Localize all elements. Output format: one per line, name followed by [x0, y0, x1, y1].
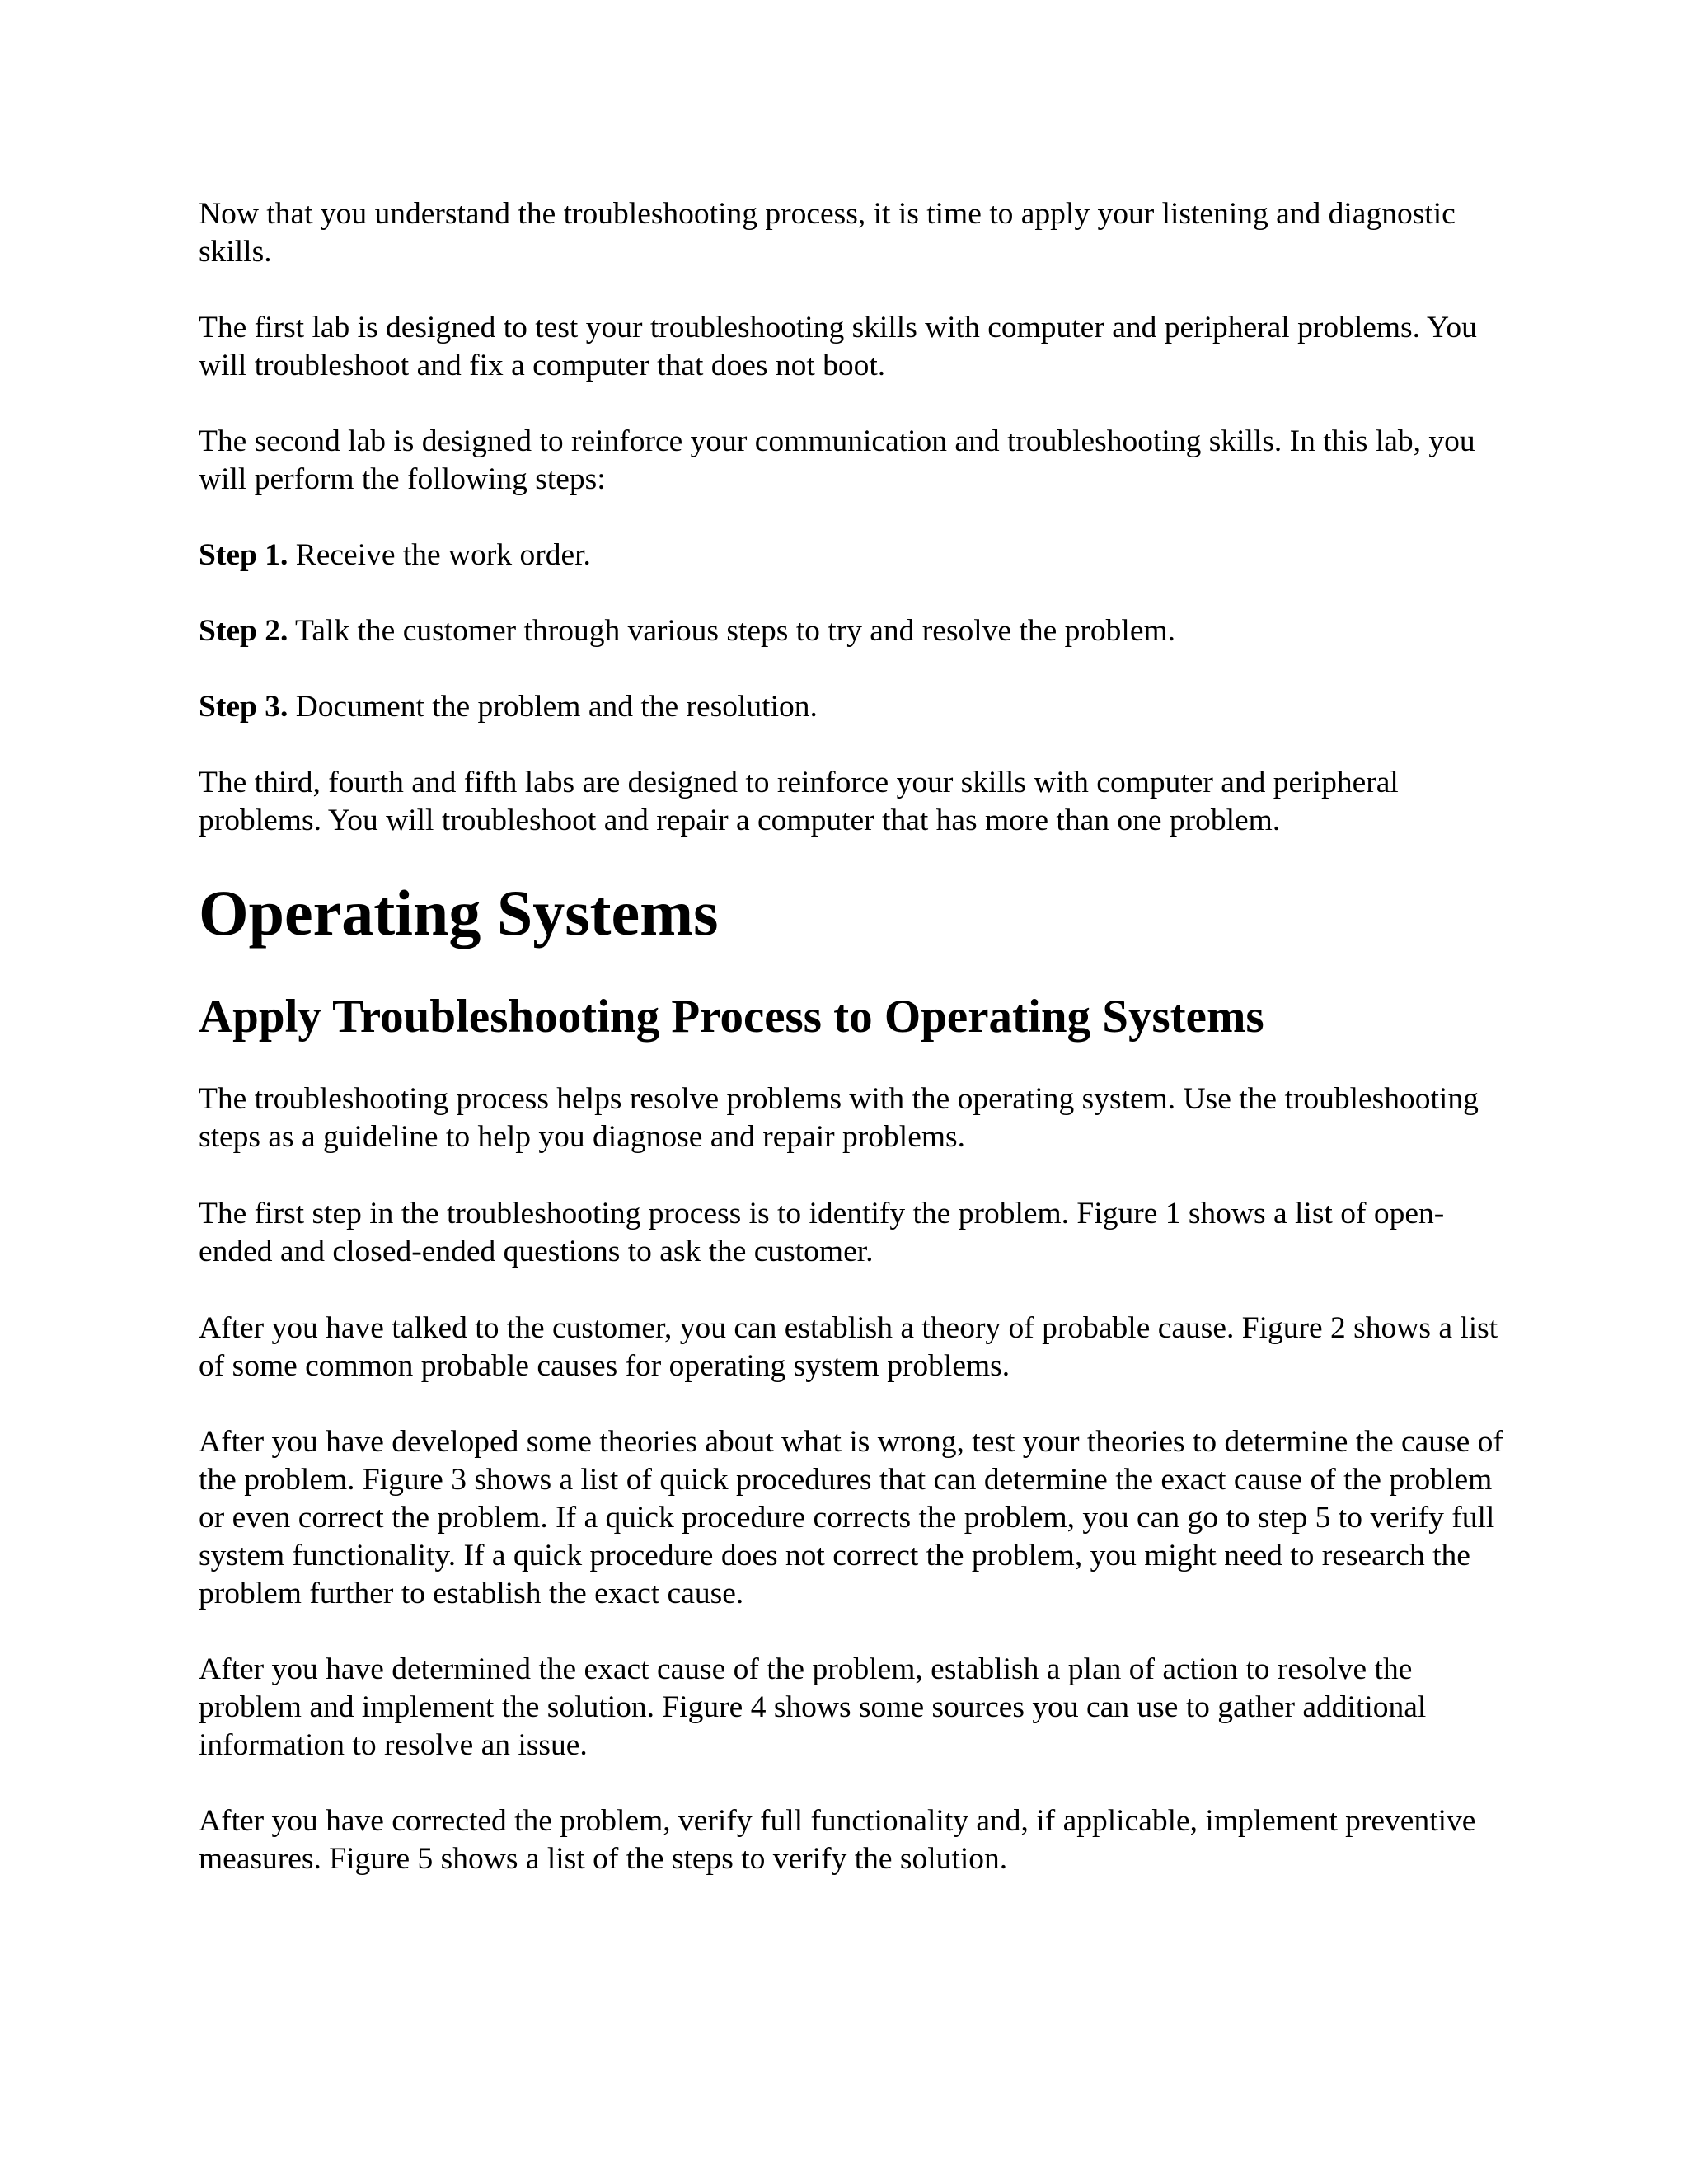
section-title: Operating Systems — [199, 877, 719, 949]
step-label: Step 2. — [199, 614, 288, 648]
body-paragraph: After you have determined the exact cause of the problem, establish a plan of action to resolve the problem and implement the solution. Figure 4 shows some sources you can use to gather additional information to resolve an issue. — [199, 1652, 1427, 1762]
intro-paragraph-1: Now that you understand the troubleshooting process, it is time to apply your listening and diagnostic skills. — [199, 197, 1456, 269]
body-paragraph: The first step in the troubleshooting process is to identify the problem. Figure 1 shows a list of open-ended and closed-ended questions to ask the customer. — [199, 1197, 1445, 1268]
step-item — [199, 688, 1509, 726]
body-paragraph: The troubleshooting process helps resolve problems with the operating system. Use the troubleshooting steps as a guideline to help you diagnose and repair problems. — [199, 1082, 1479, 1154]
step-item — [199, 612, 1509, 650]
body-paragraph: After you have talked to the customer, you can establish a theory of probable cause. Figure 2 shows a list of some common probable causes for operating system problems. — [199, 1311, 1498, 1383]
step-text: Document the problem and the resolution. — [288, 690, 818, 724]
step-text: Receive the work order. — [288, 538, 591, 572]
body-paragraph: After you have corrected the problem, verify full functionality and, if applicable, implement preventive measures. Figure 5 shows a list of the steps to verify the solution. — [199, 1804, 1476, 1876]
section-subtitle: Apply Troubleshooting Process to Operating Systems — [199, 991, 1264, 1043]
step-item — [199, 537, 1509, 574]
intro-paragraph-4: The third, fourth and fifth labs are designed to reinforce your skills with computer and peripheral problems. You will troubleshoot and repair a computer that has more than one problem. — [199, 766, 1399, 837]
step-text: Talk the customer through various steps to try and resolve the problem. — [288, 614, 1176, 648]
intro-paragraph-2: The first lab is designed to test your troubleshooting skills with computer and peripheral problems. You will troubleshoot and fix a computer that does not boot. — [199, 311, 1477, 382]
intro-paragraph-3: The second lab is designed to reinforce your communication and troubleshooting skills. In this lab, you will perform the following steps: — [199, 424, 1475, 496]
body-paragraph: After you have developed some theories about what is wrong, test your theories to determine the cause of the problem. Figure 3 shows a list of quick procedures that can determine the exact cause of the problem or even correct the problem. If a quick procedure corrects the problem, you can go to step 5 to verify full system functionality. If a quick procedure does not correct the problem, you might need to research the problem further to establish the exact cause. — [199, 1425, 1503, 1610]
step-label: Step 3. — [199, 690, 288, 724]
step-label: Step 1. — [199, 538, 288, 572]
